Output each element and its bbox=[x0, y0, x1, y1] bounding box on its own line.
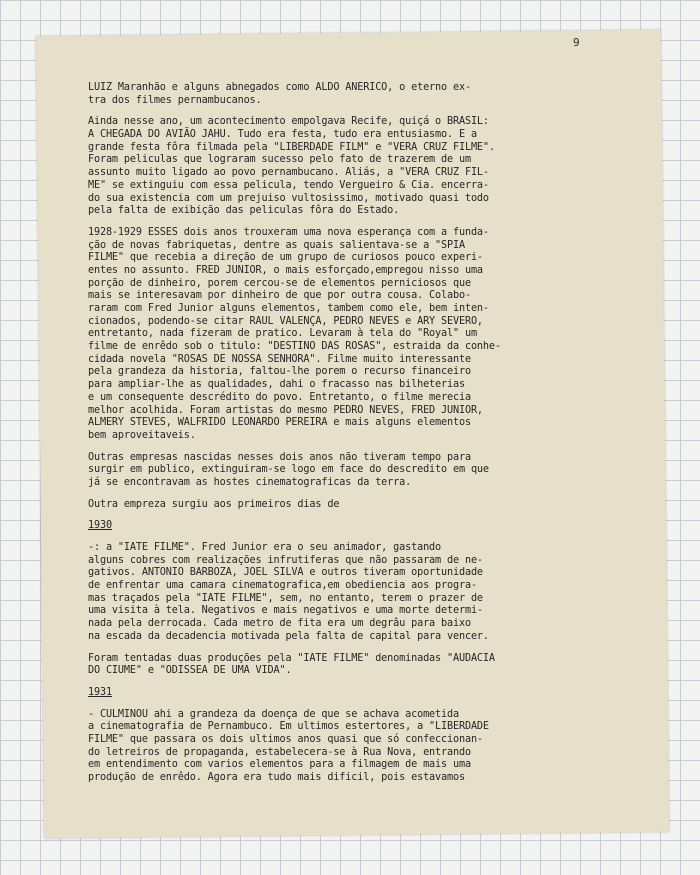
text-line: cionados, podendo-se citar RAUL VALENÇA, PEDRO NEVES e ARY SEVERO, bbox=[88, 315, 483, 327]
text-line: 1928-1929 ESSES dois anos trouxeram uma nova esperança com a funda- bbox=[88, 226, 489, 238]
text-line: entretanto, nada fizeram de pratico. Levaram à tela do "Royal" um bbox=[88, 328, 477, 340]
text-line: Outra empreza surgiu aos primeiros dias de bbox=[88, 498, 340, 510]
text-line: ME" se extinguiu com essa pelicula, tendo Vergueiro & Cia. encerra- bbox=[88, 179, 489, 191]
text-line: melhor acolhida. Foram artistas do mesmo PEDRO NEVES, FRED JUNIOR, bbox=[88, 404, 483, 416]
text-line: de enfrentar uma camara cinematografica,em obediencia aos progra- bbox=[88, 580, 477, 592]
page-number: 9 bbox=[573, 36, 580, 49]
paragraph-gap bbox=[88, 678, 643, 687]
text-line: assunto muito ligado ao povo pernambucano. Aliás, a "VERA CRUZ FIL- bbox=[88, 167, 489, 179]
paragraph bbox=[88, 452, 643, 490]
text-line: filme de enrêdo sob o titulo: "DESTINO DAS ROSAS", estraida da conhe- bbox=[88, 341, 501, 353]
text-line: na escada da decadencia motivada pela falta de capital para vencer. bbox=[88, 630, 489, 642]
text-line: 1931 bbox=[88, 686, 112, 698]
text-line: Foram tentadas duas produções pela "IATE FILME" denominadas "AUDACIA bbox=[88, 652, 495, 664]
text-line: tra dos filmes pernambucanos. bbox=[88, 94, 262, 106]
text-line: em entendimento com varios elementos para a filmagem de mais uma bbox=[88, 759, 471, 771]
paragraph bbox=[88, 82, 643, 107]
text-line: surgir em publico, extinguiram-se logo em face do descredito em que bbox=[88, 464, 489, 476]
text-line: Foram peliculas que lograram sucesso pelo fato de trazerem de um bbox=[88, 154, 471, 166]
paragraph-gap bbox=[88, 443, 643, 452]
paragraph-gap bbox=[88, 511, 643, 520]
text-line: já se encontravam as hostes cinematograficas da terra. bbox=[88, 476, 412, 488]
text-line: cidada novela "ROSAS DE NOSSA SENHORA". Filme muito interessante bbox=[88, 353, 471, 365]
text-line: - CULMINOU ahi a grandeza da doença de que se achava acometida bbox=[88, 708, 459, 720]
text-line: bem aproveitaveis. bbox=[88, 429, 196, 441]
paragraph-gap bbox=[88, 490, 643, 499]
paragraph bbox=[88, 499, 643, 512]
paragraph-gap bbox=[88, 218, 643, 227]
paragraph-gap bbox=[88, 700, 643, 709]
text-line: e um consequente descrédito do povo. Entretanto, o filme merecia bbox=[88, 391, 471, 403]
text-line: A CHEGADA DO AVIÃO JAHU. Tudo era festa, tudo era entusiasmo. E a bbox=[88, 129, 477, 141]
paragraph bbox=[88, 653, 643, 678]
paragraph-gap bbox=[88, 533, 643, 542]
text-line: DO CIUME" e "ODISSEA DE UMA VIDA". bbox=[88, 665, 292, 677]
text-line: para ampliar-lhe as qualidades, dahi o fracasso nas bilheterias bbox=[88, 379, 465, 391]
text-line: ção de novas fabriquetas, dentre as quais salientava-se a "SPIA bbox=[88, 239, 465, 251]
text-line: pela grandeza da historia, faltou-lhe porem o recurso financeiro bbox=[88, 366, 471, 378]
text-line: uma visita à tela. Negativos e mais negativos e uma morte determi- bbox=[88, 605, 483, 617]
text-line: nada pela derrocada. Cada metro de fita era um degrâu para baixo bbox=[88, 618, 471, 630]
text-line: do sua existencia com um prejuiso vultosissimo, motivado quasi todo bbox=[88, 192, 489, 204]
text-line: grande festa fôra filmada pela "LIBERDADE FILM" e "VERA CRUZ FILME". bbox=[88, 141, 495, 153]
text-line: Outras empresas nascidas nesses dois anos não tiveram tempo para bbox=[88, 451, 471, 463]
text-line: LUIZ Maranhão e alguns abnegados como ALDO ANERICO, o eterno ex- bbox=[88, 82, 471, 93]
text-line: FILME" que recebia a direção de um grupo de curiosos pouco experi- bbox=[88, 252, 483, 264]
text-line: -: a "IATE FILME". Fred Junior era o seu animador, gastando bbox=[88, 542, 442, 553]
text-line: porção de dinheiro, porem cercou-se de elementos perniciosos que bbox=[88, 277, 471, 289]
text-line: gativos. ANTONIO BARBOZA, JOEL SILVA e outros tiveram oportunidade bbox=[88, 567, 483, 579]
text-line: ALMERY STEVES, WALFRIDO LEONARDO PEREIRA e mais alguns elementos bbox=[88, 417, 471, 429]
text-line: do letreiros de propaganda, estabelecera-se à Rua Nova, entrando bbox=[88, 746, 471, 758]
text-line: 1930 bbox=[88, 520, 112, 532]
text-line: entes no assunto. FRED JUNIOR, o mais esforçado,empregou nisso uma bbox=[88, 264, 483, 276]
paragraph-gap bbox=[88, 644, 643, 653]
paragraph bbox=[88, 520, 643, 533]
paragraph bbox=[88, 227, 643, 443]
paragraph bbox=[88, 709, 643, 785]
text-line: FILME" que passara os dois ultimos anos quasi que só confeccionan- bbox=[88, 733, 483, 745]
document-body bbox=[88, 82, 643, 785]
text-line: produção de enrêdo. Agora era tudo mais dificil, pois estavamos bbox=[88, 772, 465, 783]
text-line: mas traçados pela "IATE FILME", sem, no entanto, terem o prazer de bbox=[88, 592, 483, 604]
text-line: mais se interesavam por dinheiro de que por outra cousa. Colabo- bbox=[88, 290, 471, 302]
paragraph bbox=[88, 542, 643, 644]
text-line: pela falta de exibição das peliculas fôra do Estado. bbox=[88, 205, 400, 217]
paragraph bbox=[88, 687, 643, 700]
text-line: raram com Fred Junior alguns elementos, tambem como ele, bem inten- bbox=[88, 303, 489, 314]
text-line: alguns cobres com realizações infrutiferas que não passaram de ne- bbox=[88, 554, 483, 566]
text-line: Ainda nesse ano, um acontecimento empolgava Recife, quiçá o BRASIL: bbox=[88, 116, 489, 128]
text-line: a cinematografia de Pernambuco. Em ultimos estertores, a "LIBERDADE bbox=[88, 721, 489, 733]
paragraph bbox=[88, 116, 643, 218]
